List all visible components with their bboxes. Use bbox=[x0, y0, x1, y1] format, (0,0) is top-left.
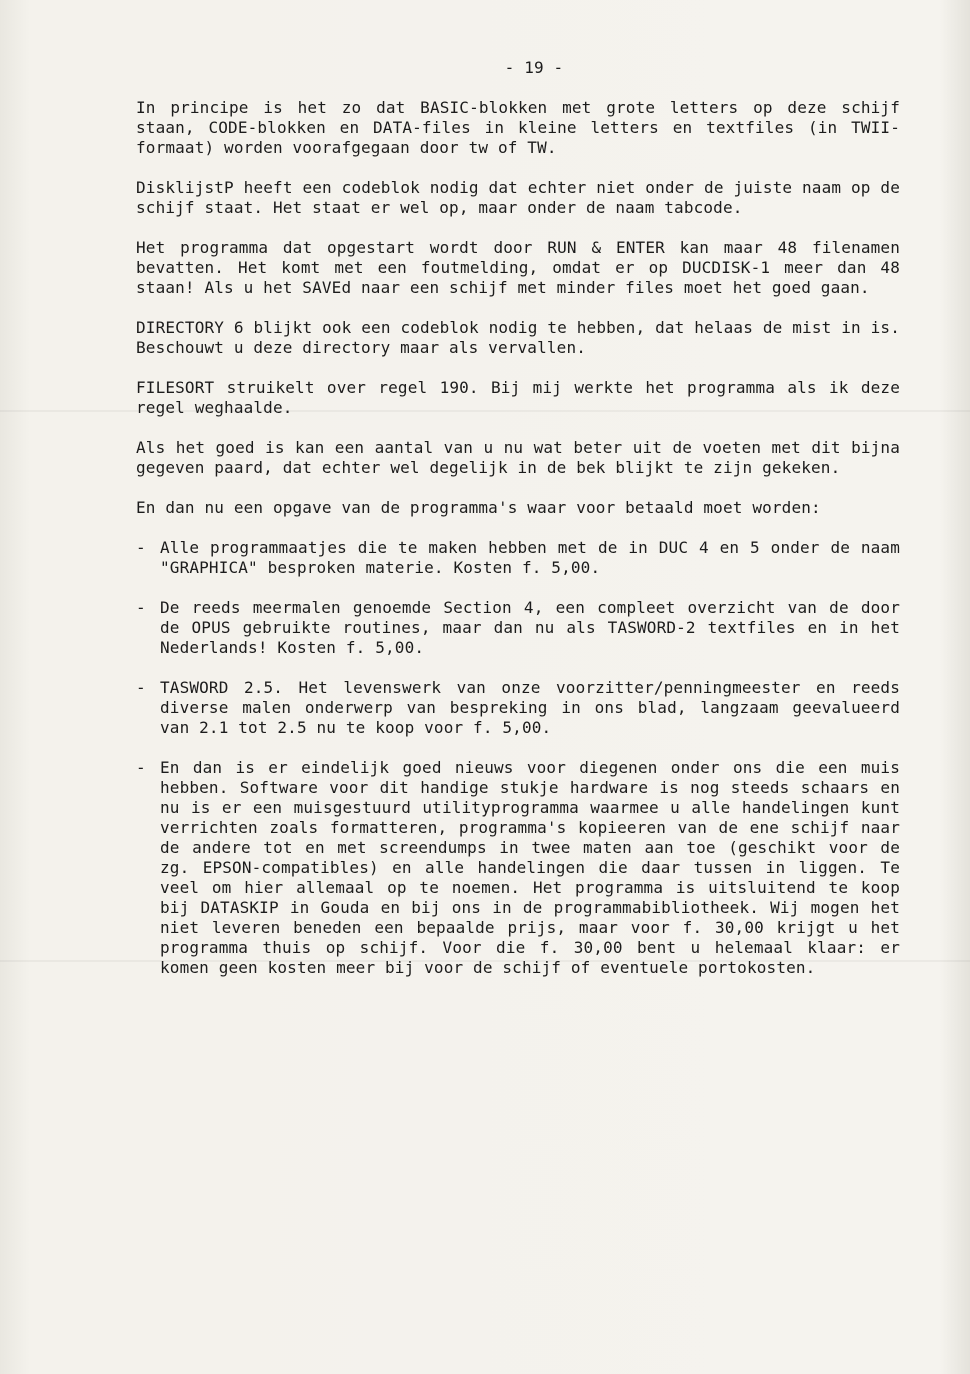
paid-programs-list bbox=[136, 538, 900, 978]
paragraph-basic-blocks: In principe is het zo dat BASIC-blokken met grote letters op deze schijf staan, CODE-blokken en DATA-files in kleine letters en textfiles (in TWII-formaat) worden voorafgegaan door tw of TW. bbox=[136, 98, 900, 157]
paragraph-opgave: En dan nu een opgave van de programma's waar voor betaald moet worden: bbox=[136, 498, 821, 517]
list-item bbox=[136, 598, 900, 658]
paragraph-disklijst: DisklijstP heeft een codeblok nodig dat echter niet onder de juiste naam op de schijf staat. Het staat er wel op, maar onder de naam tabcode. bbox=[136, 178, 900, 217]
bullet-dash: - bbox=[136, 538, 146, 557]
list-item-text: TASWORD 2.5. Het levenswerk van onze voorzitter/penningmeester en reeds diverse malen onderwerp van bespreking in ons blad, langzaam geevalueerd van 2.1 tot 2.5 nu te koop voor f. 5,00. bbox=[160, 678, 900, 737]
list-item bbox=[136, 758, 900, 978]
paragraph-filesort: FILESORT struikelt over regel 190. Bij mij werkte het programma als ik deze regel weghaalde. bbox=[136, 378, 900, 417]
page-number: - 19 - bbox=[504, 58, 564, 77]
paragraph-voeten: Als het goed is kan een aantal van u nu wat beter uit de voeten met dit bijna gegeven paard, dat echter wel degelijk in de bek blijkt te zijn gekeken. bbox=[136, 438, 900, 477]
bullet-dash: - bbox=[136, 598, 146, 617]
list-item bbox=[136, 538, 900, 578]
list-item-text: En dan is er eindelijk goed nieuws voor diegenen onder ons die een muis hebben. Software voor dit handige stukje hardware is nog steeds schaars en nu is er een muisgestuurd utilityprogramma waarmee u alle handelingen kunt verrichten zoals formatteren, programma's kopieeren van de ene schijf naar de andere tot en met screendumps in twee maten aan toe (geschikt voor de zg. EPSON-compatibles) en alle handelingen die daar tussen in liggen. Te veel om hier allemaal op te noemen. Het programma is uitsluitend te koop bij DATASKIP in Gouda en bij ons in de programmabibliotheek. Wij mogen het niet leveren beneden een bepaalde prijs, maar voor f. 30,00 krijgt u het programma thuis op schijf. Voor die f. 30,00 bent u helemaal klaar: er komen geen kosten meer bij voor de schijf of eventuele portokosten. bbox=[160, 758, 900, 977]
paragraph-run-enter: Het programma dat opgestart wordt door RUN & ENTER kan maar 48 filenamen bevatten. Het komt met een foutmelding, omdat er op DUCDISK-1 meer dan 48 staan! Als u het SAVEd naar een schijf met minder files moet het goed gaan. bbox=[136, 238, 900, 297]
list-item bbox=[136, 678, 900, 738]
list-item-text: Alle programmaatjes die te maken hebben met de in DUC 4 en 5 onder de naam "GRAPHICA" besproken materie. Kosten f. 5,00. bbox=[160, 538, 900, 577]
bullet-dash: - bbox=[136, 758, 146, 777]
paragraph-directory: DIRECTORY 6 blijkt ook een codeblok nodig te hebben, dat helaas de mist in is. Beschouwt u deze directory maar als vervallen. bbox=[136, 318, 900, 357]
list-item-text: De reeds meermalen genoemde Section 4, een compleet overzicht van de door de OPUS gebruikte routines, maar dan nu als TASWORD-2 textfiles en in het Nederlands! Kosten f. 5,00. bbox=[160, 598, 900, 657]
page-content bbox=[136, 58, 900, 998]
bullet-dash: - bbox=[136, 678, 146, 697]
